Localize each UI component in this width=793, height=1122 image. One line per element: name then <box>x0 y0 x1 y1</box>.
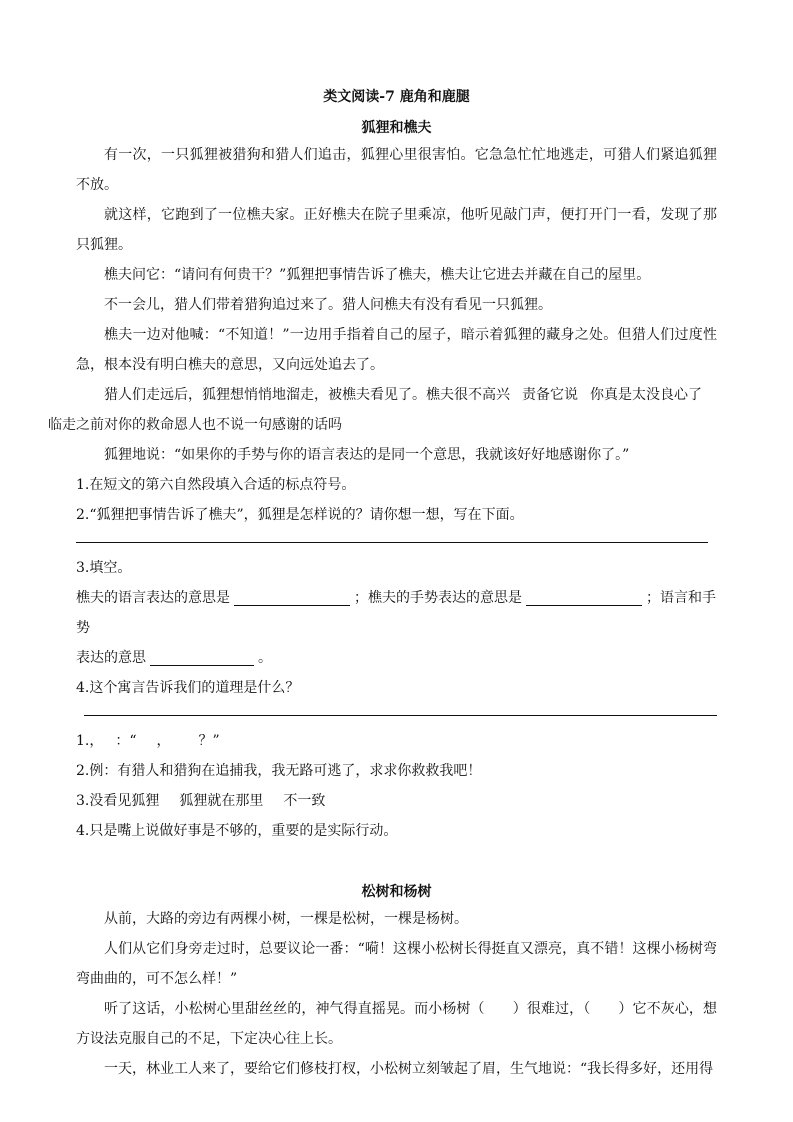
story1-p6-part-d: 临走之前对你的救命恩人也不说一句感谢的话吗 <box>48 417 342 433</box>
question-1: 1.在短文的第六自然段填入合适的标点符号。 <box>76 477 356 493</box>
story1-paragraph-7: 狐狸地说：“如果你的手势与你的语言表达的是同一个意思，我就该好好地感谢你了。” <box>104 447 630 463</box>
story2-p3-part-a: 听了这话，小松树心里甜丝丝的，神气得直摇晃。而小杨树（ <box>104 1001 485 1017</box>
story2-p3-part-b: ）很难过，（ <box>512 1001 591 1017</box>
q3-blank-3[interactable] <box>150 647 254 666</box>
answer-2: 2.例：有猎人和猎狗在追捕我，我无路可逃了，求求你救救我吧！ <box>76 763 482 779</box>
answer-3-part-1: 3.没看见狐狸 <box>76 793 160 809</box>
story2-paragraph-1: 从前，大路的旁边有两棵小树，一棵是松树，一棵是杨树。 <box>104 911 468 927</box>
answer-1 <box>76 726 717 756</box>
q3-text-c: ；语言和手势 <box>76 590 716 636</box>
answer-3-part-3: 不一致 <box>283 793 326 809</box>
story1-p6-part-b: 责备它说 <box>522 387 578 403</box>
story2-p3-part-c: ）它不灰心，想方设法克服自己的不足，下定决心往上长。 <box>76 1001 718 1047</box>
story1-title: 狐狸和樵夫 <box>361 120 432 136</box>
story1-paragraph-1: 有一次，一只狐狸被猎狗和猎人们追击，狐狸心里很害怕。它急急忙忙地逃走，可猎人们紧追狐狸不放。 <box>76 147 717 193</box>
answer-line-q4[interactable] <box>84 715 717 716</box>
q3-text-d: 表达的意思 <box>76 650 146 666</box>
answer-3-part-2: 狐狸就在那里 <box>179 793 264 809</box>
q3-text-b: ；樵夫的手势表达的意思是 <box>354 590 522 606</box>
story1-paragraph-5: 樵夫一边对他喊：“不知道！”一边用手指着自己的屋子，暗示着狐狸的藏身之处。但猎人们过度性急，根本没有明白樵夫的意思，又向远处追去了。 <box>76 327 717 373</box>
answer-1-part-2: ：“ <box>115 733 137 749</box>
story2-title: 松树和杨树 <box>361 884 432 900</box>
story1-paragraph-2: 就这样，它跑到了一位樵夫家。正好樵夫在院子里乘凉，他听见敲门声，便打开门一看，发现了那只狐狸。 <box>76 207 717 253</box>
story1-paragraph-6 <box>48 380 717 440</box>
story2-paragraph-4: 一天，林业工人来了，要给它们修枝打杈，小松树立刻皱起了眉，生气地说：“我长得多好，还用得 <box>104 1061 714 1077</box>
story1-p6-part-a: 猎人们走远后，狐狸想悄悄地溜走，被樵夫看见了。樵夫很不高兴 <box>104 387 510 403</box>
story2-paragraph-2: 人们从它们身旁走过时，总要议论一番：“嗬！这棵小松树长得挺直又漂亮，真不错！这棵小杨树弯弯曲曲的，可不怎么样！” <box>76 941 717 987</box>
story2-paragraph-3 <box>76 994 717 1054</box>
answer-1-part-3: ， <box>156 733 171 749</box>
question-3: 3.填空。 <box>76 560 132 576</box>
answer-3 <box>76 786 717 816</box>
story1-paragraph-4: 不一会儿，猎人们带着猎狗追过来了。猎人问樵夫有没有看见一只狐狸。 <box>104 297 552 313</box>
answer-line-q2[interactable] <box>76 542 708 543</box>
q3-text-e: 。 <box>258 650 272 666</box>
answer-1-part-4: ？” <box>198 733 220 749</box>
answer-1-part-1: 1.， <box>76 733 104 749</box>
question-3-fill <box>76 583 717 673</box>
story1-paragraph-3: 樵夫问它：“请问有何贵干？”狐狸把事情告诉了樵夫，樵夫让它进去并藏在自己的屋里。 <box>104 267 651 283</box>
story1-p6-part-c: 你真是太没良心了 <box>590 387 702 403</box>
q3-text-a: 樵夫的语言表达的意思是 <box>76 590 230 606</box>
question-2: 2.“狐狸把事情告诉了樵夫”，狐狸是怎样说的？请你想一想，写在下面。 <box>76 507 524 523</box>
question-4: 4.这个寓言告诉我们的道理是什么？ <box>76 680 300 696</box>
answer-4: 4.只是嘴上说做好事是不够的，重要的是实际行动。 <box>76 823 398 839</box>
q3-blank-1[interactable] <box>234 587 350 606</box>
page-title: 类文阅读-7 鹿角和鹿腿 <box>323 89 470 105</box>
q3-blank-2[interactable] <box>526 587 642 606</box>
